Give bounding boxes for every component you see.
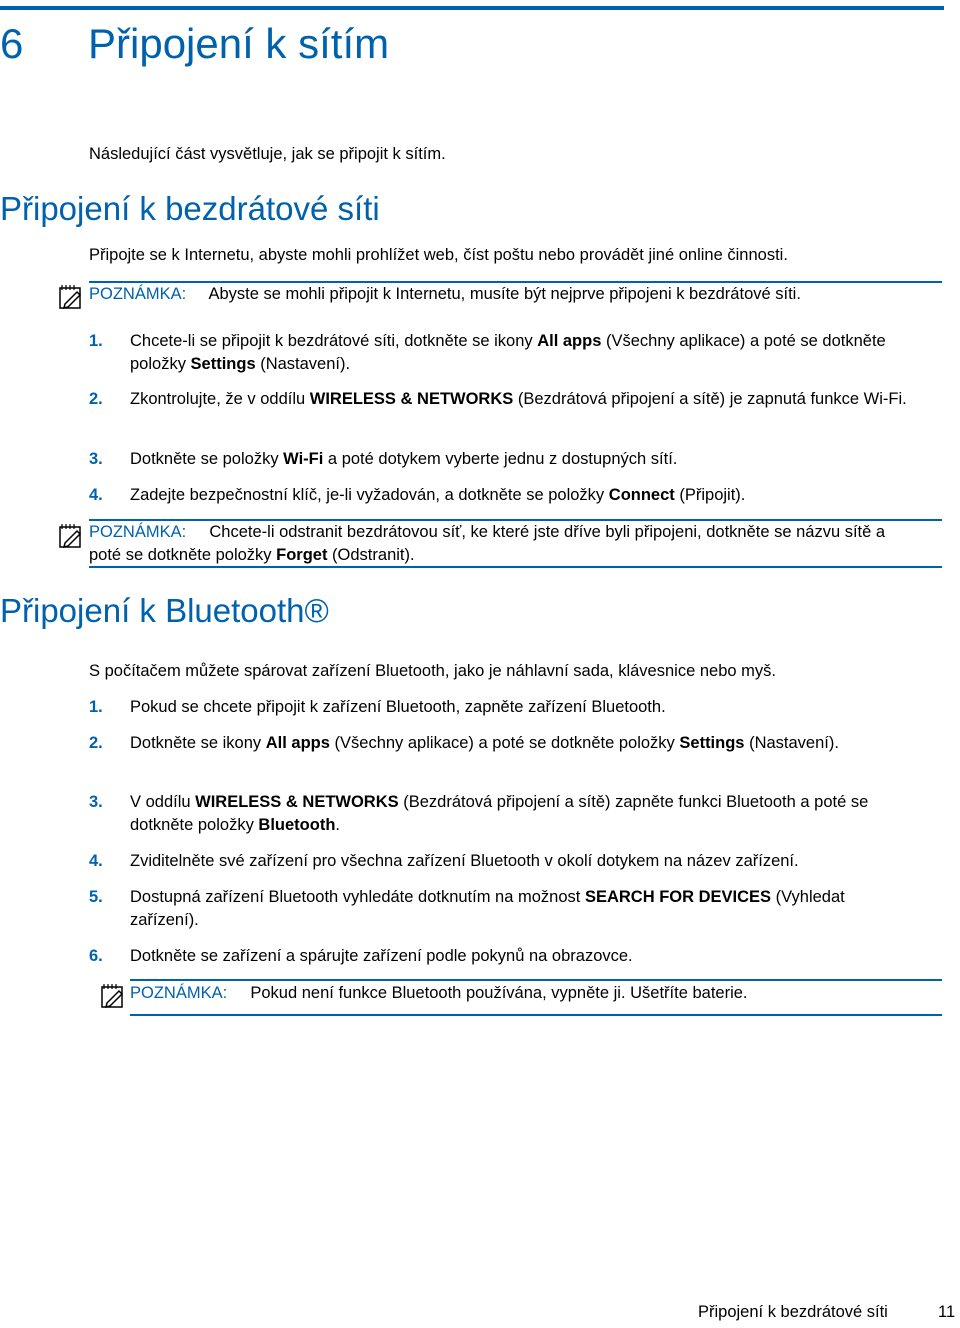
step-number: 5. bbox=[89, 888, 103, 906]
section-title-wireless: Připojení k bezdrátové síti bbox=[0, 190, 380, 227]
step-number: 2. bbox=[89, 734, 103, 752]
ui-term: WIRELESS & NETWORKS bbox=[195, 793, 399, 811]
step-number: 2. bbox=[89, 390, 103, 408]
ui-term: Settings bbox=[679, 734, 745, 752]
note-text: Pokud není funkce Bluetooth používána, vypněte ji. Ušetříte baterie. bbox=[250, 984, 748, 1002]
step-number: 4. bbox=[89, 852, 103, 870]
page-number: 11 bbox=[938, 1303, 956, 1321]
step-text: (Vyhledat zařízení). bbox=[130, 888, 845, 929]
step-text: (Bezdrátová připojení a sítě) je zapnutá funkce Wi-Fi. bbox=[513, 390, 907, 408]
note-text: Abyste se mohli připojit k Internetu, musíte být nejprve připojeni k bezdrátové síti. bbox=[208, 285, 801, 303]
top-rule bbox=[0, 6, 944, 10]
step-text: Dotkněte se ikony bbox=[130, 734, 266, 752]
step-number: 3. bbox=[89, 450, 103, 468]
note-bluetooth bbox=[130, 982, 748, 1005]
note-pencil-icon bbox=[58, 523, 84, 549]
chapter-intro: Následující část vysvětluje, jak se připojit k sítím. bbox=[89, 145, 446, 163]
step-text: (Nastavení). bbox=[255, 355, 351, 373]
ui-term: Forget bbox=[276, 546, 328, 564]
step-text: V oddílu bbox=[130, 793, 196, 811]
ui-term: All apps bbox=[265, 734, 330, 752]
step-text: Chcete-li se připojit k bezdrátové síti, dotkněte se ikony bbox=[130, 332, 538, 350]
note-pencil-icon bbox=[100, 983, 126, 1009]
section-title-bluetooth: Připojení k Bluetooth® bbox=[0, 592, 329, 629]
note-bottom-rule bbox=[89, 566, 942, 568]
wireless-step-3 bbox=[130, 448, 930, 471]
note-text: (Odstranit). bbox=[327, 546, 415, 564]
footer-section-title: Připojení k bezdrátové síti bbox=[698, 1303, 888, 1321]
ui-term: WIRELESS & NETWORKS bbox=[309, 390, 514, 408]
note-label: POZNÁMKA: bbox=[89, 523, 187, 541]
step-text: Zkontrolujte, že v oddílu bbox=[130, 390, 310, 408]
step-text: (Všechny aplikace) a poté se dotkněte položky bbox=[329, 734, 680, 752]
step-text: Zviditelněte své zařízení pro všechna zařízení Bluetooth v okolí dotykem na název zařízení. bbox=[130, 852, 799, 870]
bluetooth-step-5 bbox=[130, 886, 890, 932]
step-text: (Všechny aplikace) a poté se dotkněte položky bbox=[130, 332, 886, 373]
step-number: 3. bbox=[89, 793, 103, 811]
step-number: 1. bbox=[89, 698, 103, 716]
step-text: (Nastavení). bbox=[744, 734, 839, 752]
step-text: . bbox=[335, 816, 340, 834]
bluetooth-step-2 bbox=[130, 732, 850, 755]
chapter-number: 6 bbox=[0, 20, 24, 67]
wireless-step-2 bbox=[130, 388, 920, 411]
ui-term: SEARCH FOR DEVICES bbox=[584, 888, 772, 906]
wireless-intro: Připojte se k Internetu, abyste mohli prohlížet web, číst poštu nebo provádět jiné online činnosti. bbox=[89, 246, 788, 264]
bluetooth-step-1 bbox=[130, 696, 930, 719]
note-bottom-rule bbox=[130, 1014, 942, 1016]
chapter-title: Připojení k sítím bbox=[88, 20, 390, 67]
note-wireless-2 bbox=[89, 521, 909, 567]
bluetooth-step-6 bbox=[130, 945, 930, 968]
note-pencil-icon bbox=[58, 284, 84, 310]
wireless-step-4 bbox=[130, 484, 930, 507]
step-text: a poté dotykem vyberte jednu z dostupných sítí. bbox=[323, 450, 678, 468]
ui-term: All apps bbox=[537, 332, 602, 350]
wireless-step-1 bbox=[130, 330, 930, 376]
step-text: Zadejte bezpečnostní klíč, je-li vyžadován, a dotkněte se položky bbox=[130, 486, 609, 504]
ui-term: Settings bbox=[190, 355, 256, 373]
bluetooth-step-3 bbox=[130, 791, 920, 837]
step-text: Dotkněte se položky bbox=[130, 450, 284, 468]
ui-term: Bluetooth bbox=[258, 816, 336, 834]
step-text: Dotkněte se zařízení a spárujte zařízení podle pokynů na obrazovce. bbox=[130, 947, 633, 965]
ui-term: Wi-Fi bbox=[283, 450, 324, 468]
step-text: Pokud se chcete připojit k zařízení Bluetooth, zapněte zařízení Bluetooth. bbox=[130, 698, 666, 716]
note-text: Chcete-li odstranit bezdrátovou síť, ke které jste dříve byli připojeni, dotkněte se názvu sítě a poté se dotkněte položky bbox=[89, 523, 886, 564]
step-text: (Připojit). bbox=[674, 486, 746, 504]
bluetooth-intro: S počítačem můžete spárovat zařízení Bluetooth, jako je náhlavní sada, klávesnice nebo myš. bbox=[89, 662, 776, 680]
step-number: 1. bbox=[89, 332, 103, 350]
step-number: 4. bbox=[89, 486, 103, 504]
step-number: 6. bbox=[89, 947, 103, 965]
note-top-rule bbox=[130, 979, 942, 981]
step-text: (Bezdrátová připojení a sítě) zapněte funkci Bluetooth a poté se dotkněte položky bbox=[130, 793, 869, 834]
bluetooth-step-4 bbox=[130, 850, 930, 873]
ui-term: Connect bbox=[608, 486, 675, 504]
note-label: POZNÁMKA: bbox=[89, 285, 187, 303]
step-text: Dostupná zařízení Bluetooth vyhledáte dotknutím na možnost bbox=[130, 888, 585, 906]
note-label: POZNÁMKA: bbox=[130, 984, 228, 1002]
note-wireless-1 bbox=[89, 283, 801, 306]
